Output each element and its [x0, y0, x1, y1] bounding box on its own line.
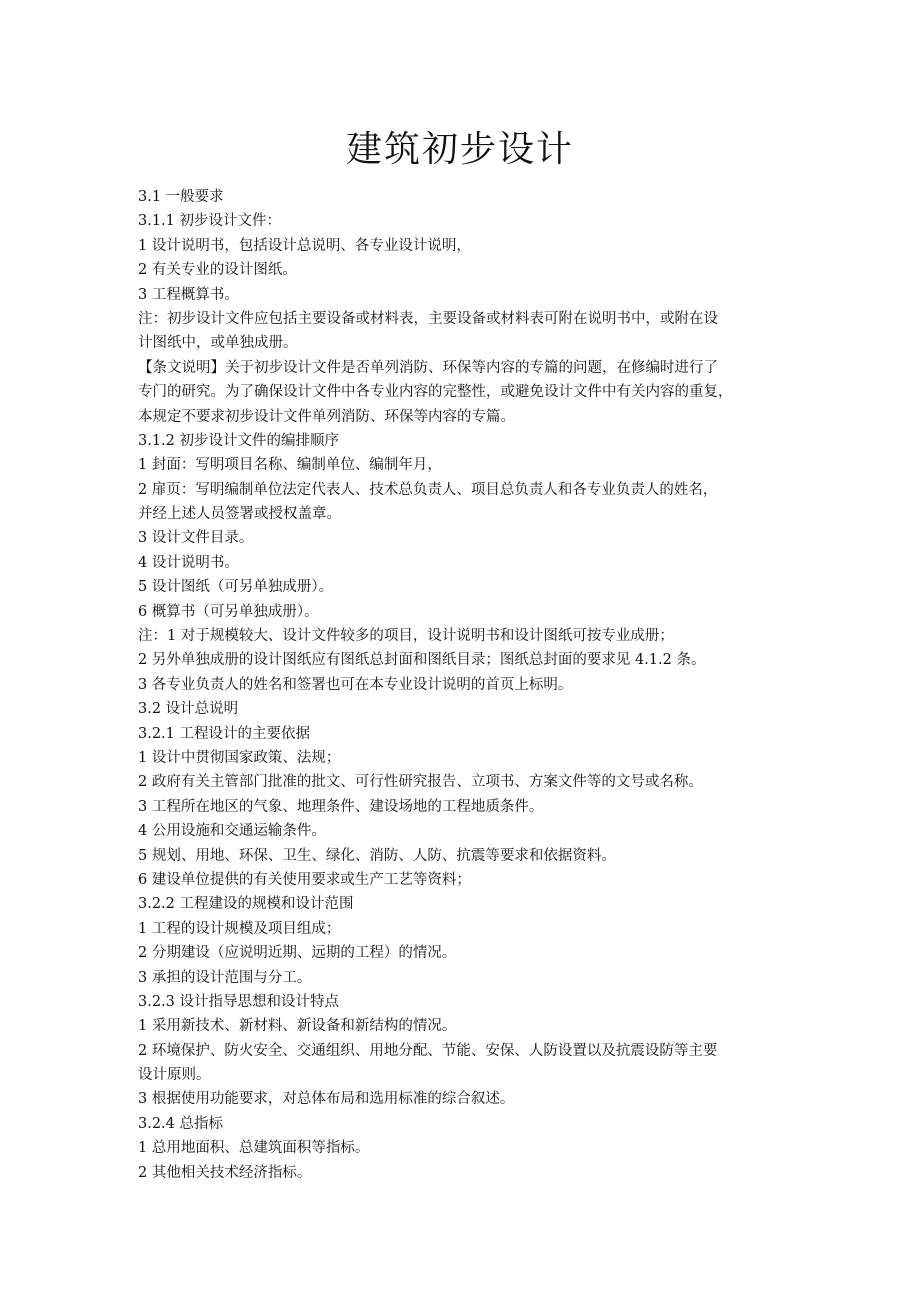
- text-line: 3.2 设计总说明: [138, 701, 239, 718]
- page-title: 建筑初步设计: [345, 129, 574, 170]
- text-line: 2 其他相关技术经济指标。: [138, 1164, 312, 1181]
- text-line: 3.2.2 工程建设的规模和设计范围: [138, 896, 354, 913]
- text-line: 1 封面：写明项目名称、编制单位、编制年月，: [138, 457, 442, 474]
- text-line: 4 公用设施和交通运输条件。: [138, 823, 326, 840]
- text-line: 4 设计说明书。: [138, 554, 239, 571]
- text-line: 3 承担的设计范围与分工。: [138, 969, 312, 986]
- text-line: 1 设计中贯彻国家政策、法规；: [138, 749, 341, 766]
- text-line: 1 工程的设计规模及项目组成；: [138, 920, 341, 937]
- text-line: 3.2.4 总指标: [138, 1115, 224, 1132]
- text-line: 3.1.1 初步设计文件：: [138, 213, 282, 230]
- text-line: 3.2.3 设计指导思想和设计特点: [138, 993, 340, 1010]
- text-line: 3.1 一般要求: [138, 189, 224, 205]
- text-line: 专门的研究。为了确保设计文件中各专业内容的完整性，或避免设计文件中有关内容的重复，: [138, 384, 733, 401]
- text-line: 3.2.1 工程设计的主要依据: [138, 725, 311, 742]
- text-line: 3.1.2 初步设计文件的编排顺序: [138, 432, 340, 449]
- text-line: 注：1 对于规模较大、设计文件较多的项目，设计说明书和设计图纸可按专业成册；: [138, 628, 674, 645]
- document-body: [138, 185, 798, 1185]
- text-line: 【条文说明】关于初步设计文件是否单列消防、环保等内容的专篇的问题，在修编时进行了: [138, 359, 718, 376]
- text-line: 6 建设单位提供的有关使用要求或生产工艺等资料；: [138, 871, 471, 888]
- text-line: 5 设计图纸（可另单独成册）。: [138, 579, 334, 596]
- text-line: 3 各专业负责人的姓名和签署也可在本专业设计说明的首页上标明。: [138, 676, 573, 693]
- text-line: 1 总用地面积、总建筑面积等指标。: [138, 1140, 370, 1157]
- text-line: 注：初步设计文件应包括主要设备或材料表，主要设备或材料表可附在说明书中，或附在设: [138, 310, 718, 327]
- text-line: 2 另外单独成册的设计图纸应有图纸总封面和图纸目录；图纸总封面的要求见 4.1.2 条。: [138, 652, 706, 669]
- text-line: 2 政府有关主管部门批准的批文、可行性研究报告、立项书、方案文件等的文号或名称。: [138, 774, 703, 791]
- text-line: 3 根据使用功能要求，对总体布局和选用标准的综合叙述。: [138, 1091, 515, 1108]
- text-line: 1 采用新技术、新材料、新设备和新结构的情况。: [138, 1018, 457, 1035]
- text-line: 2 分期建设（应说明近期、远期的工程）的情况。: [138, 945, 457, 962]
- text-line: 设计原则。: [138, 1067, 211, 1084]
- text-line: 2 环境保护、防火安全、交通组织、用地分配、节能、安保、人防设置以及抗震设防等主要: [138, 1042, 718, 1059]
- text-line: 3 工程概算书。: [138, 286, 239, 303]
- text-line: 1 设计说明书，包括设计总说明、各专业设计说明，: [138, 237, 471, 254]
- text-line: 5 规划、用地、环保、卫生、绿化、消防、人防、抗震等要求和依据资料。: [138, 847, 616, 864]
- text-line: 2 扉页：写明编制单位法定代表人、技术总负责人、项目总负责人和各专业负责人的姓名，: [138, 481, 718, 498]
- text-line: 2 有关专业的设计图纸。: [138, 262, 297, 279]
- text-line: 3 工程所在地区的气象、地理条件、建设场地的工程地质条件。: [138, 798, 544, 815]
- text-line: 6 概算书（可另单独成册）。: [138, 603, 319, 620]
- text-line: 本规定不要求初步设计文件单列消防、环保等内容的专篇。: [138, 408, 515, 425]
- text-line: 并经上述人员签署或授权盖章。: [138, 506, 341, 523]
- text-line: 计图纸中，或单独成册。: [138, 335, 298, 352]
- text-line: 3 设计文件目录。: [138, 530, 254, 547]
